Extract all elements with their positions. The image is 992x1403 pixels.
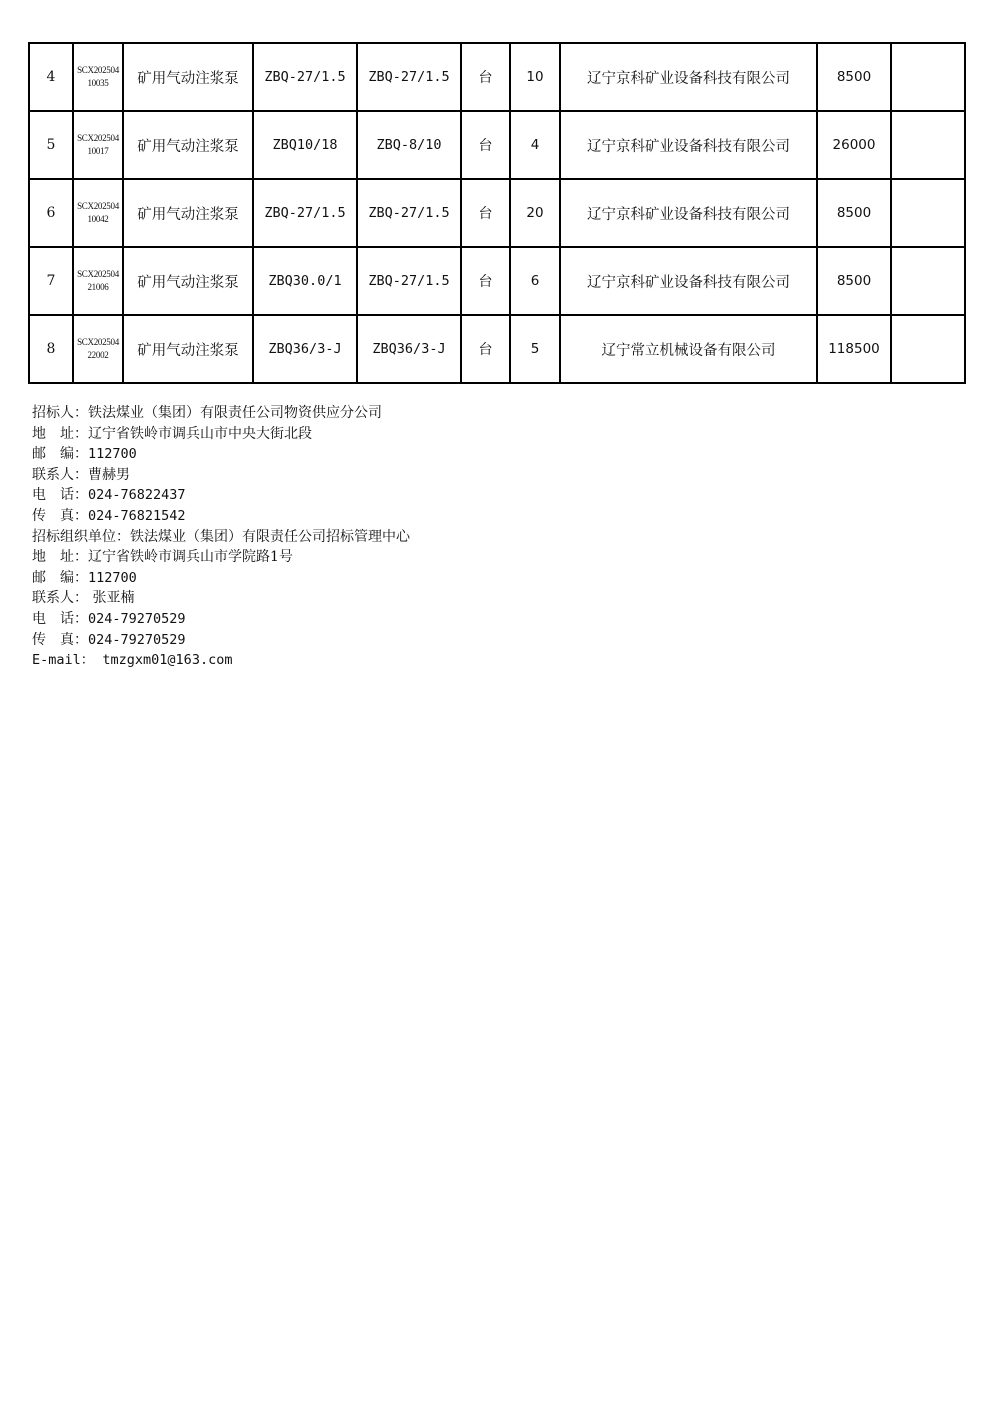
item-name: 矿用气动注浆泵: [123, 247, 253, 315]
unit-price: 118500: [817, 315, 891, 383]
spec-offered: ZBQ-27/1.5: [357, 247, 461, 315]
unit-price: 8500: [817, 247, 891, 315]
row-number: 4: [29, 43, 73, 111]
remark: [891, 43, 965, 111]
spec-required: ZBQ-27/1.5: [253, 179, 357, 247]
item-name: 矿用气动注浆泵: [123, 43, 253, 111]
item-name: 矿用气动注浆泵: [123, 179, 253, 247]
fax-line: 传 真：024-76821542: [32, 507, 186, 524]
material-code: SCX202504 21006: [73, 247, 123, 315]
spec-required: ZBQ10/18: [253, 111, 357, 179]
unit: 台: [461, 43, 510, 111]
agency-contact-line: 联系人： 张亚楠: [32, 590, 135, 607]
table-row: [29, 315, 965, 383]
material-code: SCX202504 10035: [73, 43, 123, 111]
spec-offered: ZBQ36/3-J: [357, 315, 461, 383]
email-line: E-mail： tmzgxm01@163.com: [32, 652, 233, 669]
item-name: 矿用气动注浆泵: [123, 315, 253, 383]
tenderer-line: 招标人：铁法煤业（集团）有限责任公司物资供应分公司: [32, 405, 382, 421]
supplier: 辽宁常立机械设备有限公司: [560, 315, 817, 383]
contact-line: 联系人：曹赫男: [32, 466, 130, 483]
quantity: 5: [510, 315, 560, 383]
unit: 台: [461, 247, 510, 315]
material-code: SCX202504 10042: [73, 179, 123, 247]
unit-price: 8500: [817, 43, 891, 111]
table-row: [29, 179, 965, 247]
quantity: 6: [510, 247, 560, 315]
table-row: [29, 43, 965, 111]
quantity: 20: [510, 179, 560, 247]
remark: [891, 111, 965, 179]
remark: [891, 247, 965, 315]
unit-price: 8500: [817, 179, 891, 247]
row-number: 5: [29, 111, 73, 179]
result-table: [28, 42, 966, 384]
supplier: 辽宁京科矿业设备科技有限公司: [560, 179, 817, 247]
remark: [891, 315, 965, 383]
unit-price: 26000: [817, 111, 891, 179]
spec-offered: ZBQ-8/10: [357, 111, 461, 179]
agency-address-line: 地 址：辽宁省铁岭市调兵山市学院路1号: [32, 549, 293, 566]
contact-info: [32, 403, 410, 671]
row-number: 6: [29, 179, 73, 247]
quantity: 10: [510, 43, 560, 111]
material-code: SCX202504 22002: [73, 315, 123, 383]
supplier: 辽宁京科矿业设备科技有限公司: [560, 43, 817, 111]
agency-zip-line: 邮 编：112700: [32, 569, 137, 586]
remark: [891, 179, 965, 247]
spec-required: ZBQ36/3-J: [253, 315, 357, 383]
agency-phone-line: 电 话：024-79270529: [32, 610, 186, 627]
item-name: 矿用气动注浆泵: [123, 111, 253, 179]
agency-line: 招标组织单位：铁法煤业（集团）有限责任公司招标管理中心: [32, 528, 410, 545]
material-code: SCX202504 10017: [73, 111, 123, 179]
phone-line: 电 话：024-76822437: [32, 487, 186, 504]
row-number: 8: [29, 315, 73, 383]
spec-required: ZBQ-27/1.5: [253, 43, 357, 111]
unit: 台: [461, 179, 510, 247]
table-row: [29, 111, 965, 179]
table-row: [29, 247, 965, 315]
spec-offered: ZBQ-27/1.5: [357, 43, 461, 111]
row-number: 7: [29, 247, 73, 315]
spec-required: ZBQ30.0/1: [253, 247, 357, 315]
supplier: 辽宁京科矿业设备科技有限公司: [560, 111, 817, 179]
unit: 台: [461, 315, 510, 383]
unit: 台: [461, 111, 510, 179]
address-line: 地 址：辽宁省铁岭市调兵山市中央大街北段: [32, 425, 312, 442]
zip-line: 邮 编：112700: [32, 446, 137, 463]
supplier: 辽宁京科矿业设备科技有限公司: [560, 247, 817, 315]
agency-fax-line: 传 真：024-79270529: [32, 631, 186, 648]
spec-offered: ZBQ-27/1.5: [357, 179, 461, 247]
quantity: 4: [510, 111, 560, 179]
